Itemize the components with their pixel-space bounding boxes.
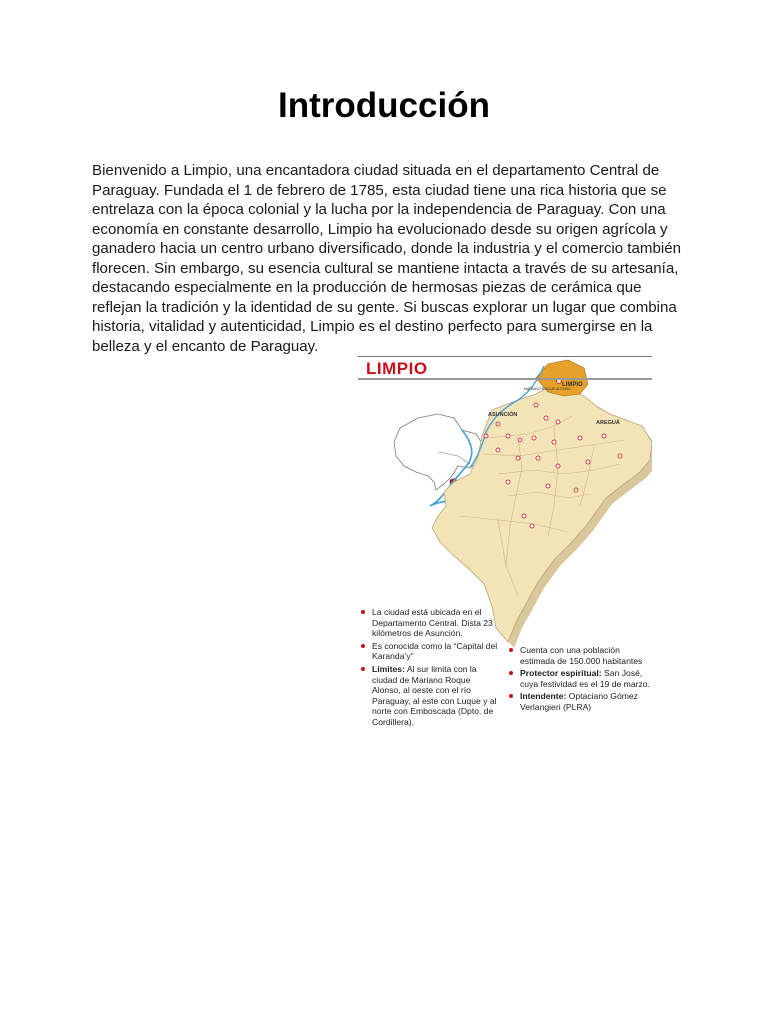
map-label-aregua: AREGUÁ (596, 420, 620, 426)
map-label-limpio: LIMPIO (562, 382, 583, 388)
map-label-mariano: MARIANO ROQUE ALONSO (524, 387, 571, 391)
fact-item: Protector espiritual: San José, cuya festividad es el 19 de marzo. (508, 668, 650, 689)
bullet-icon (509, 671, 513, 675)
bullet-icon (361, 644, 365, 648)
bullet-icon (361, 667, 365, 671)
fact-item: Límites: Al sur limita con la ciudad de Mariano Roque Alonso, al oeste con el río Paraguay, al este con Luque y al norte con Emboscada (Dpto. de Cordillera). (360, 664, 500, 728)
figure-top-rule (358, 356, 652, 357)
fact-item: Intendente: Optaciano Gómez Verlangieri (PLRA) (508, 691, 650, 712)
fact-item: Cuenta con una población estimada de 150.000 habitantes (508, 645, 650, 666)
fact-item: Es conocida como la “Capital del Karanda’y” (360, 641, 500, 662)
bullet-icon (361, 610, 365, 614)
intro-paragraph: Bienvenido a Limpio, una encantadora ciudad situada en el departamento Central de Paraguay. Fundada el 1 de febrero de 1785, esta ciudad tiene una rica historia que se entrelaza con la época colonial y la lucha por la independencia de Paraguay. Con una economía en constante desarrollo, Limpio ha evolucionado desde su origen agrícola y ganadero hacia un centro urbano diversificado, donde la industria y el comercio también florecen. Sin embargo, su esencia cultural se mantiene intacta a través de su artesanía, destacando especialmente en la producción de hermosas piezas de cerámica que reflejan la tradición y la identidad de su gente. Si buscas explorar un lugar que combina historia, vitalidad y autenticidad, Limpio es el destino perfecto para sumergirse en la belleza y el encanto de Paraguay. (92, 162, 682, 355)
map-label-asuncion: ASUNCIÓN (488, 412, 518, 418)
page-title: Introducción (278, 86, 490, 125)
figure-title: LIMPIO (366, 359, 428, 378)
facts-right-column (508, 645, 650, 715)
figure-header-rule (358, 378, 652, 380)
facts-left-column (360, 607, 500, 730)
fact-item: La ciudad está ubicada en el Departamento Central. Dista 23 kilómetros de Asunción. (360, 607, 500, 639)
bullet-icon (509, 648, 513, 652)
bullet-icon (509, 694, 513, 698)
limpio-map-figure (358, 356, 652, 756)
